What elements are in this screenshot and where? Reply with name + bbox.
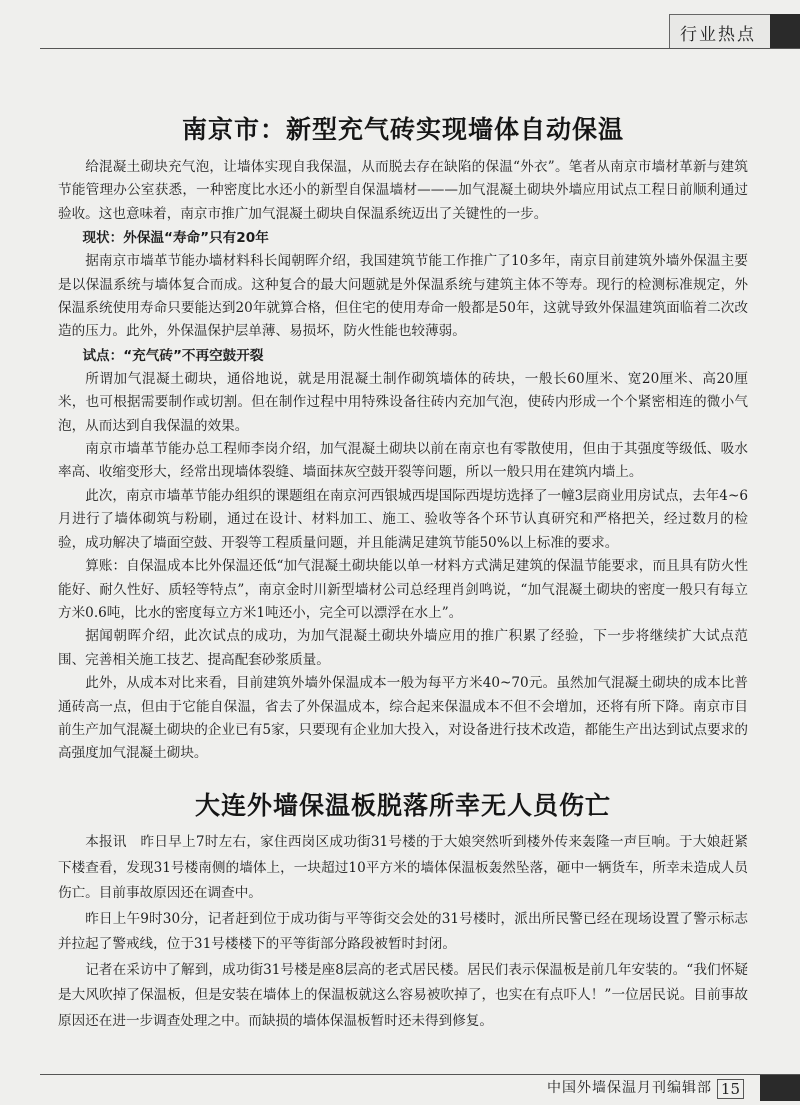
header-rule xyxy=(40,48,800,49)
footer-decor-block xyxy=(760,1075,800,1101)
article-title: 南京市：新型充气砖实现墙体自动保温 xyxy=(181,115,624,144)
article-title: 大连外墙保温板脱落所幸无人员伤亡 xyxy=(194,791,611,820)
paragraph: 据南京市墙革节能办墙材料科长闻朝晖介绍，我国建筑节能工作推广了10多年，南京目前建筑外墙外保温主要是以保温系统与墙体复合而成。这种复合的最大问题就是外保温系统与建筑主体不等寿。现行的检测标准规定，外保温系统使用寿命只要能达到20年就算合格，但住宅的使用寿命一般都是50年，这就导致外保温建筑面临着二次改造的压力。此外，外保温保护层单薄、易损坏，防火性能也较薄弱。 xyxy=(58,253,748,340)
paragraph: 此次，南京市墙革节能办组织的课题组在南京河西银城西堤国际西堤坊选择了一幢3层商业用房试点，去年4~6月进行了墙体砌筑与粉刷，通过在设计、材料加工、施工、验收等各个环节认真研究和严格把关，经过数月的检验，成功解决了墙面空鼓、开裂等工程质量问题，并且能满足建筑节能50%以上标准的要求。 xyxy=(58,487,748,551)
article-dalian xyxy=(58,784,748,1034)
paragraph: 记者在采访中了解到，成功街31号楼是座8层高的老式居民楼。居民们表示保温板是前几年安装的。“我们怀疑是大风吹掉了保温板，但是安装在墙体上的保温板就这么容易被吹掉了，也实在有点吓人！”一位居民说。目前事故原因还在进一步调查处理之中。而缺损的墙体保温板暂时还未得到修复。 xyxy=(58,961,748,1029)
subheading: 现状：外保温“寿命”只有20年 xyxy=(82,230,269,247)
paragraph: 本报讯 昨日早上7时左右，家住西岗区成功街31号楼的于大娘突然听到楼外传来轰隆一声巨响。于大娘赶紧下楼查看，发现31号楼南侧的墙体上，一块超过10平方米的墙体保温板轰然坠落，砸中一辆货车，所幸未造成人员伤亡。目前事故原因还在调查中。 xyxy=(58,834,748,901)
article-intro: 给混凝土砌块充气泡，让墙体实现自我保温，从而脱去存在缺陷的保温“外衣”。笔者从南京市墙材革新与建筑节能管理办公室获悉，一种密度比水还小的新型自保温墙材———加气混凝土砌块外墙应用试点工程日前顺利通过验收。这也意味着，南京市推广加气混凝土砌块自保温系统迈出了关键性的一步。 xyxy=(58,159,748,222)
paragraph: 此外，从成本对比来看，目前建筑外墙外保温成本一般为每平方米40~70元。虽然加气混凝土砌块的成本比普通砖高一点，但由于它能自保温，省去了外保温成本，综合起来保温成本不但不会增加，还将有所下降。南京市目前生产加气混凝土砌块的企业已有5家，只要现有企业加大投入，对设备进行技术改造，都能生产出达到试点要求的高强度加气混凝土砌块。 xyxy=(58,675,748,762)
section-label: 行业热点 xyxy=(680,25,756,45)
footer-rule xyxy=(40,1074,800,1075)
paragraph: 昨日上午9时30分，记者赶到位于成功街与平等街交会处的31号楼时，派出所民警已经在现场设置了警示标志并拉起了警戒线，位于31号楼楼下的平等街部分路段被暂时封闭。 xyxy=(58,910,748,952)
paragraph: 算账：自保温成本比外保温还低“加气混凝土砌块能以单一材料方式满足建筑的保温节能要求，而且具有防火性能好、耐久性好、质轻等特点”，南京金时川新型墙材公司总经理肖剑鸣说，“加气混凝土砌块的密度一般只有每立方米0.6吨，比水的密度每立方米1吨还小，完全可以漂浮在水上”。 xyxy=(58,558,748,621)
publisher-name: 中国外墙保温月刊编辑部 xyxy=(547,1080,712,1096)
header-decor-block xyxy=(770,14,800,48)
paragraph: 所谓加气混凝土砌块，通俗地说，就是用混凝土制作砌筑墙体的砖块，一般长60厘米、宽20厘米、高20厘米，也可根据需要制作或切割。但在制作过程中用特殊设备往砖内充加气泡，使砖内形成一个个紧密相连的微小气泡，从而达到自我保温的效果。 xyxy=(58,370,748,434)
paragraph: 南京市墙革节能办总工程师李岗介绍，加气混凝土砌块以前在南京也有零散使用，但由于其强度等级低、吸水率高、收缩变形大，经常出现墙体裂缝、墙面抹灰空鼓开裂等问题，所以一般只用在建筑内墙上。 xyxy=(58,441,748,481)
page-number: 15 xyxy=(717,1079,744,1099)
subheading: 试点：“充气砖”不再空鼓开裂 xyxy=(82,347,264,364)
paragraph: 据闻朝晖介绍，此次试点的成功，为加气混凝土砌块外墙应用的推广积累了经验，下一步将继续扩大试点范围、完善相关施工技艺、提高配套砂浆质量。 xyxy=(58,628,748,668)
article-nanjing xyxy=(58,108,748,766)
